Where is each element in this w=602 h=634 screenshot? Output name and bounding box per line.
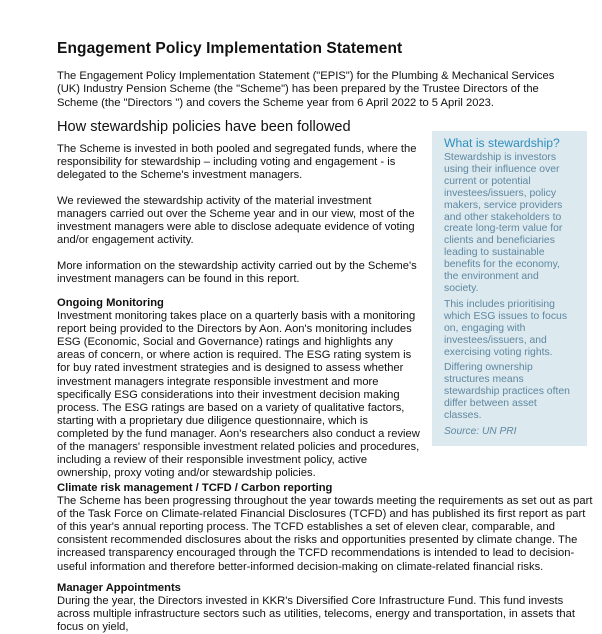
climate-heading: Climate risk management / TCFD / Carbon reporting (57, 482, 333, 494)
sidebar-source: Source: UN PRI (444, 425, 517, 437)
ongoing-monitoring-body: Investment monitoring takes place on a quarterly basis with a monitoring report being provided to the Directors by Aon. Aon's monitoring includes ESG (Economic, Social and Governance) ratings and highlights any areas of concern, or where action is required. The ESG rating system is for buy rated investment strategies and is designed to assess whether investment managers integrate responsible investment and more specifically ESG considerations into their investment decision making process. The ESG ratings are based on a variety of qualitative factors, starting with a proprietary due diligence questionnaire, which is completed by the fund manager. Aon's researchers also conduct a review of the managers' responsible investment related policies and procedures, including a review of their responsible investment policy, active ownership, proxy voting and/or stewardship policies. (57, 310, 420, 480)
stewardship-paragraph-2: We reviewed the stewardship activity of the material investment managers carried out over the Scheme year and in our view, most of the investment managers were able to disclose adequate evidence of voting and/or engagement activity. (57, 195, 415, 247)
intro-paragraph: The Engagement Policy Implementation Statement ("EPIS") for the Plumbing & Mechanical Services (UK) Industry Pension Scheme (the "Scheme") has been prepared by the Trustee Directors of the Scheme (the "Directors ") and covers the Scheme year from 6 April 2022 to 5 April 2023. (57, 70, 555, 109)
stewardship-paragraph-1: The Scheme is invested in both pooled and segregated funds, where the responsibility for stewardship – including voting and engagement - is delegated to the Scheme's investment managers. (57, 143, 417, 182)
sidebar-paragraph-2: This includes prioritising which ESG issues to focus on, engaging with investees/issuers, and exercising voting rights. (444, 298, 568, 358)
stewardship-sidebar (432, 131, 587, 446)
manager-appointments-body: During the year, the Directors invested in KKR's Diversified Core Infrastructure Fund. This fund invests across multiple infrastructure sectors such as utilities, telecoms, energy and transportation, in assets that focus on yield, (57, 595, 575, 634)
ongoing-monitoring-heading: Ongoing Monitoring (57, 297, 164, 309)
document-title: Engagement Policy Implementation Statement (57, 40, 403, 57)
sidebar-title: What is stewardship? (444, 136, 560, 150)
manager-appointments-heading: Manager Appointments (57, 582, 181, 594)
manager-appointments-block (57, 582, 597, 634)
climate-block (57, 482, 597, 574)
sidebar-paragraph-1: Stewardship is investors using their influence over current or potential investees/issuers, policy makers, service providers and other stakeholders to create long-term value for clients and beneficiaries leading to sustainable benefits for the economy, the environment and society. (444, 152, 563, 294)
stewardship-paragraph-3: More information on the stewardship activity carried out by the Scheme's investment managers can be found in this report. (57, 260, 417, 286)
ongoing-monitoring-block (57, 297, 422, 480)
sidebar-paragraph-3: Differing ownership structures means stewardship practices often differ between asset classes. (444, 362, 570, 422)
section-heading: How stewardship policies have been followed (57, 119, 351, 135)
climate-body: The Scheme has been progressing throughout the year towards meeting the requirements as set out as part of the Task Force on Climate-related Financial Disclosures (TCFD) and has published its first report as part of this year's annual reporting process. The TCFD establishes a set of eleven clear, comparable, and consistent recommended disclosures about the risks and opportunities presented by climate change. The increased transparency encouraged through the TCFD recommendations is intended to lead to decision-useful information and therefore better-informed decision-making on climate-related financial risks. (57, 495, 593, 573)
